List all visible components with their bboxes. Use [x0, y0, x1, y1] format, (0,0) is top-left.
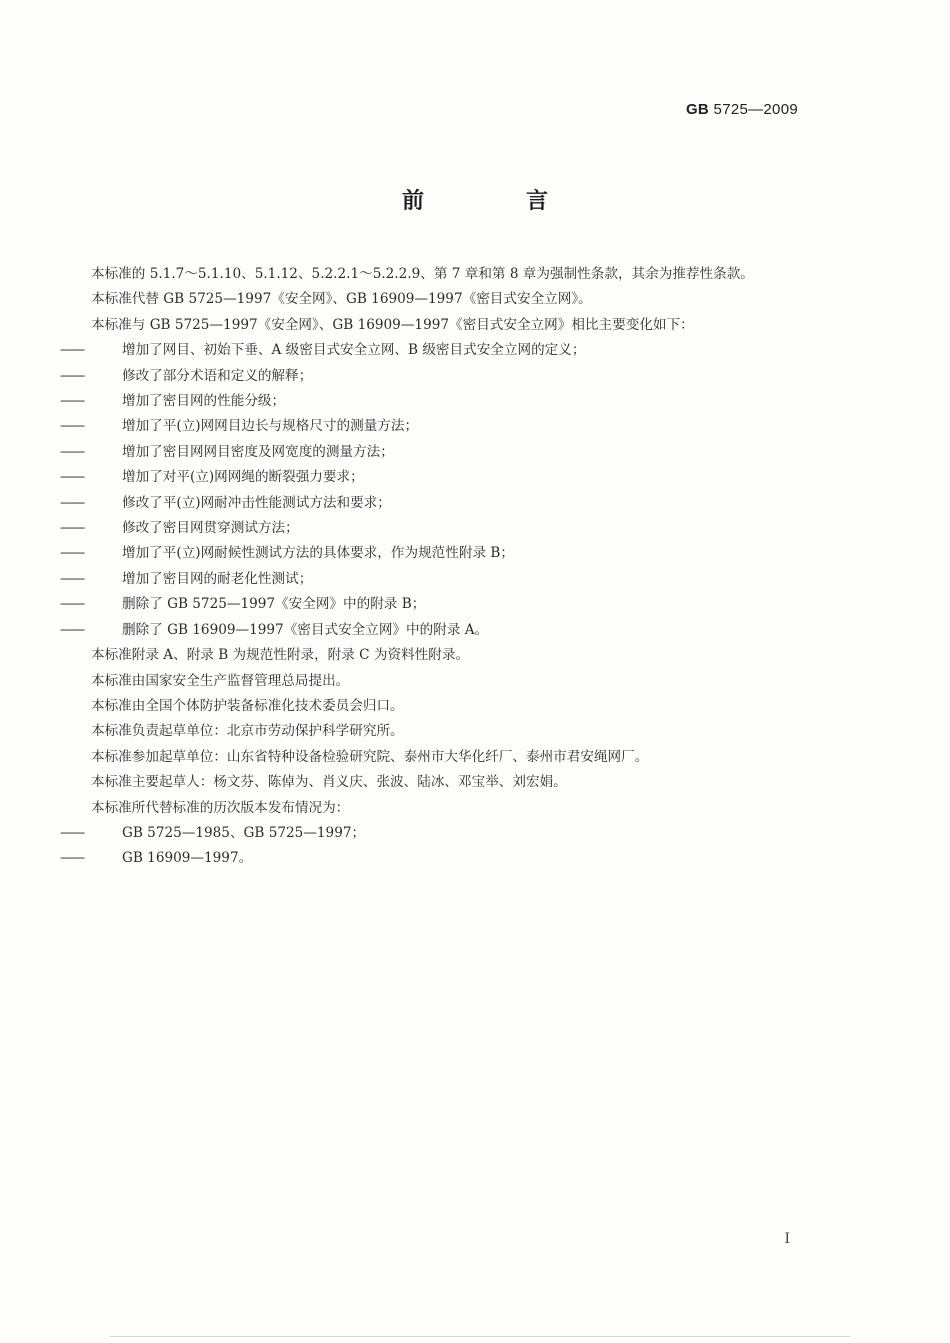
paragraph-text: 本标准由国家安全生产监督管理总局提出。: [91, 672, 350, 689]
dash-marker: ——: [60, 418, 84, 435]
paragraph: [60, 694, 800, 719]
dash-marker: ——: [60, 596, 84, 613]
scan-edge-line: [110, 1336, 850, 1337]
paragraph-text: 本标准与 GB 5725—1997《安全网》、GB 16909—1997《密目式安全立网》相比主要变化如下：: [91, 316, 694, 333]
list-item: [60, 414, 800, 439]
dash-marker: ——: [60, 342, 84, 359]
paragraph-text: GB 16909—1997。: [122, 850, 253, 867]
paragraph: [60, 669, 800, 694]
paragraph-text: 增加了平(立)网耐候性测试方法的具体要求，作为规范性附录 B；: [122, 545, 514, 562]
paragraph: [60, 770, 800, 795]
list-item: [60, 541, 800, 566]
list-item: [60, 618, 800, 643]
paragraph: [60, 287, 800, 312]
dash-marker: ——: [60, 824, 84, 841]
paragraph-text: 本标准附录 A、附录 B 为规范性附录，附录 C 为资料性附录。: [91, 647, 470, 664]
paragraph-text: 增加了密目网的耐老化性测试；: [122, 570, 313, 587]
list-item: [60, 491, 800, 516]
dash-marker: ——: [60, 443, 84, 460]
list-item: [60, 364, 800, 389]
paragraph-text: 本标准负责起草单位：北京市劳动保护科学研究所。: [91, 723, 404, 740]
paragraph-text: 修改了密目网贯穿测试方法；: [122, 520, 299, 537]
paragraph-text: 修改了部分术语和定义的解释；: [122, 367, 313, 384]
paragraph-text: 增加了对平(立)网网绳的断裂强力要求；: [122, 469, 364, 486]
list-item: [60, 567, 800, 592]
list-item: [60, 440, 800, 465]
dash-marker: ——: [60, 494, 84, 511]
paragraph: [60, 313, 800, 338]
paragraph-text: 本标准所代替标准的历次版本发布情况为：: [91, 799, 350, 816]
list-item: [60, 592, 800, 617]
foreword-body: [60, 262, 800, 872]
paragraph: [60, 643, 800, 668]
dash-marker: ——: [60, 850, 84, 867]
dash-marker: ——: [60, 393, 84, 410]
paragraph-text: 本标准主要起草人：杨文芬、陈倬为、肖义庆、张波、陆冰、邓宝举、刘宏娟。: [91, 774, 567, 791]
paragraph-text: 增加了密目网网目密度及网宽度的测量方法；: [122, 443, 394, 460]
list-item: [60, 338, 800, 363]
dash-marker: ——: [60, 570, 84, 587]
dash-marker: ——: [60, 520, 84, 537]
paragraph-text: 本标准参加起草单位：山东省特种设备检验研究院、泰州市大华化纤厂、泰州市君安绳网厂。: [91, 748, 649, 765]
paragraph: [60, 262, 800, 287]
paragraph-text: GB 5725—1985、GB 5725—1997；: [122, 824, 366, 841]
paragraph-text: 本标准代替 GB 5725—1997《安全网》、GB 16909—1997《密目式安全立网》。: [91, 291, 592, 308]
paragraph-text: 增加了平(立)网网目边长与规格尺寸的测量方法；: [122, 418, 419, 435]
page-title: 前 言: [401, 189, 588, 214]
paragraph: [60, 796, 800, 821]
list-item: [60, 516, 800, 541]
paragraph-text: 删除了 GB 5725—1997《安全网》中的附录 B；: [122, 596, 426, 613]
paragraph: [60, 745, 800, 770]
dash-marker: ——: [60, 367, 84, 384]
paragraph-text: 本标准的 5.1.7～5.1.10、5.1.12、5.2.2.1～5.2.2.9、第 7 章和第 8 章为强制性条款，其余为推荐性条款。: [91, 266, 754, 282]
paragraph-text: 增加了密目网的性能分级；: [122, 393, 286, 410]
list-item: [60, 846, 800, 871]
dash-marker: ——: [60, 545, 84, 562]
paragraph-text: 增加了网目、初始下垂、A 级密目式安全立网、B 级密目式安全立网的定义；: [122, 342, 586, 359]
list-item: [60, 389, 800, 414]
dash-marker: ——: [60, 469, 84, 486]
list-item: [60, 465, 800, 490]
standard-code: [686, 101, 798, 118]
dash-marker: ——: [60, 621, 84, 638]
paragraph: [60, 719, 800, 744]
standard-number: 5725—2009: [713, 101, 798, 118]
paragraph-text: 本标准由全国个体防护装备标准化技术委员会归口。: [91, 697, 404, 714]
standard-prefix: GB: [685, 101, 710, 118]
paragraph-text: 修改了平(立)网耐冲击性能测试方法和要求；: [122, 494, 391, 511]
page-number: I: [784, 1231, 790, 1247]
list-item: [60, 821, 800, 846]
paragraph-text: 删除了 GB 16909—1997《密目式安全立网》中的附录 A。: [122, 621, 489, 638]
